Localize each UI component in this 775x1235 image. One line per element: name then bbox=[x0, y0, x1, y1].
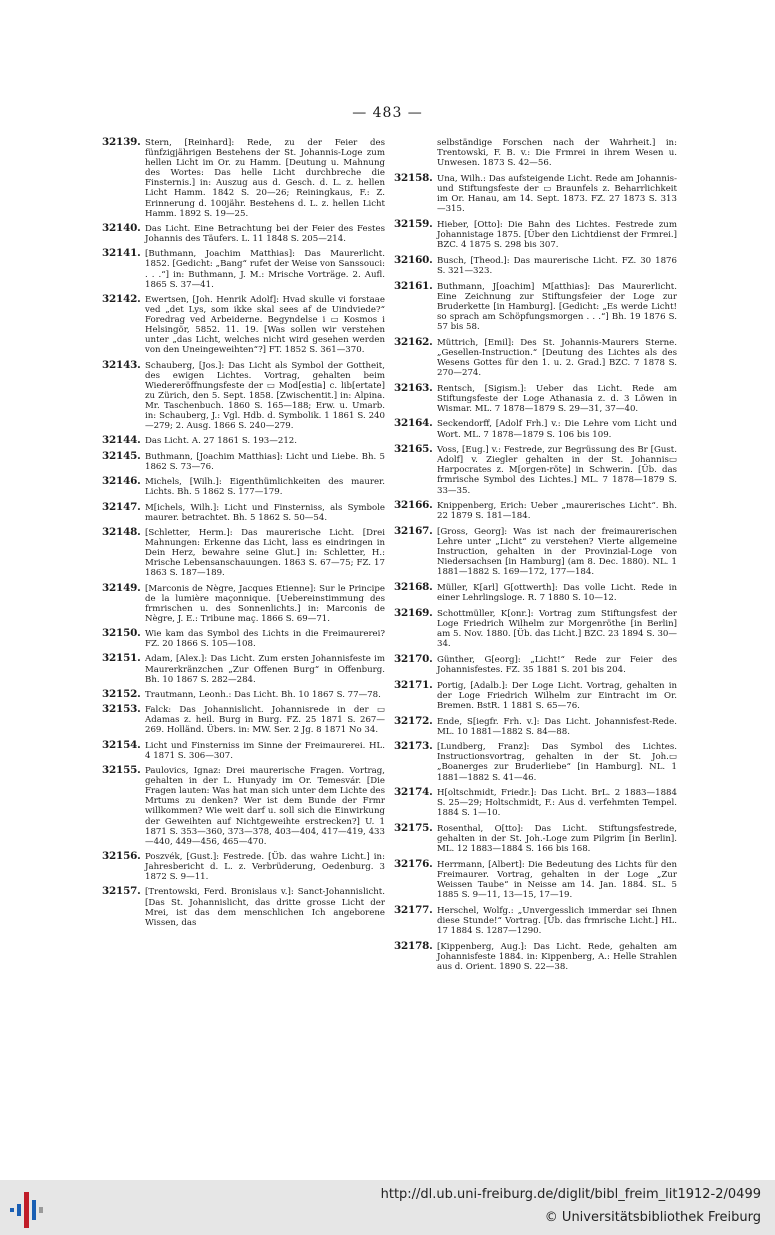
entry-text: Poszvék, [Gust.]: Festrede. [Üb. das wahre Licht.] in: Jahresbericht d. L. z. Verbrüderung, Oedenburg. 3 1872 S. 9—11. bbox=[145, 852, 385, 883]
entry-number: 32151. bbox=[102, 652, 141, 665]
right-column bbox=[394, 138, 677, 978]
bibliography-entry bbox=[394, 527, 677, 577]
entry-text: Michels, [Wilh.]: Eigenthümlichkeiten des maurer. Lichts. Bh. 5 1862 S. 177—179. bbox=[145, 477, 385, 498]
bibliography-entry bbox=[102, 581, 385, 624]
bibliography-entry bbox=[394, 742, 677, 782]
entry-number: 32143. bbox=[102, 358, 141, 371]
bibliography-entry bbox=[394, 678, 677, 711]
entry-text: Trautmann, Leonh.: Das Licht. Bh. 10 1867 S. 77—78. bbox=[145, 689, 381, 700]
entry-number: 32169. bbox=[394, 606, 433, 619]
entry-number: 32158. bbox=[394, 171, 433, 184]
entry-number: 32172. bbox=[394, 714, 433, 727]
entry-number: 32149. bbox=[102, 581, 141, 594]
entry-text: Wie kam das Symbol des Lichts in die Freimaurerei? FZ. 20 1866 S. 105—108. bbox=[145, 629, 385, 650]
entry-text: H[oltschmidt, Friedr.]: Das Licht. BrL. 2 1883—1884 S. 25—29; Holtschmidt, F.: Aus d. verfehmten Tempel. 1884 S. 1—10. bbox=[437, 788, 677, 819]
entry-number: 32147. bbox=[102, 500, 141, 513]
entry-number: 32157. bbox=[102, 885, 141, 898]
bibliography-entry bbox=[394, 279, 677, 332]
bibliography-entry bbox=[102, 629, 385, 649]
entry-text: Busch, [Theod.]: Das maurerische Licht. FZ. 30 1876 S. 321—323. bbox=[437, 255, 677, 276]
entry-number: 32159. bbox=[394, 217, 433, 230]
bibliography-entry bbox=[102, 249, 385, 289]
bibliography-entry bbox=[394, 903, 677, 937]
entry-number: 32139. bbox=[102, 136, 141, 148]
entry-text: [Buthmann, Joachim Matthias]: Das Maurerlicht. 1852. [Gedicht: „Bang“ rufet der Weise von Sanssouci: . . .“] in: Buthmann, J. M.: Mrische Vorträge. 2. Aufl. 1865 S. 37—41. bbox=[145, 249, 385, 290]
bibliography-entry bbox=[102, 138, 385, 219]
bibliography-entry bbox=[102, 477, 385, 497]
entry-number: 32146. bbox=[102, 475, 141, 488]
entry-number: 32163. bbox=[394, 381, 433, 394]
entry-text: Portig, [Adalb.]: Der Loge Licht. Vortrag, gehalten in der Loge Friedrich Wilhelm zur Eintracht im Or. Bremen. BstR. 1 1881 S. 65—76. bbox=[437, 680, 677, 711]
entry-number: 32171. bbox=[394, 678, 433, 691]
entry-text: Günther, G[eorg]: „Licht!“ Rede zur Feier des Johannisfestes. FZ. 35 1881 S. 201 bis 204. bbox=[437, 654, 677, 675]
bibliography-entry bbox=[102, 436, 385, 446]
entry-text: Herrmann, [Albert]: Die Bedeutung des Lichts für den Freimaurer. Vortrag, gehalten in der Loge „Zur Weissen Taube“ in Neisse am 14. Jan. 1884. SL. 5 1885 S. 9—11, 13—15, 17—19. bbox=[437, 860, 677, 901]
entry-text: Adam, [Alex.]: Das Licht. Zum ersten Johannisfeste im Maurerkränzchen „Zur Offenen Burg“ in Offenburg. Bh. 10 1867 S. 282—284. bbox=[145, 654, 385, 685]
bibliography-entry bbox=[102, 358, 385, 432]
entry-number: 32178. bbox=[394, 939, 433, 952]
bibliography-entry bbox=[394, 501, 677, 521]
entry-text: Falck: Das Johannislicht. Johannisrede in der ▭ Adamas z. heil. Burg in Burg. FZ. 25 1871 S. 267—269. Holländ. Übers. in: MW. Ser. 2 Jg. 8 1871 No 34. bbox=[145, 705, 385, 736]
entry-number: 32177. bbox=[394, 903, 433, 916]
page-number: — 483 — bbox=[352, 105, 423, 121]
entry-text: Hieber, [Otto]: Die Bahn des Lichtes. Festrede zum Johannistage 1875. [Über den Lichtdienst der Frmrei.] BZC. 4 1875 S. 298 bis 307. bbox=[437, 219, 677, 251]
bibliography-entry bbox=[394, 253, 677, 276]
entry-text: Paulovics, Ignaz: Drei maurerische Fragen. Vortrag, gehalten in der L. Hunyady im Or. Temesvár. [Die Fragen lauten: Was hat man sich unter dem Lichte des Mrtums zu denken? Wer ist dem Bunde der Frmr willkommen? Wie weit darf u. soll sich die Einwirkung der Geweihten auf Nichtgeweihte erstrecken?] U. 1 1871 S. 353—360, 373—378, 403—404, 417—419, 433—440, 449—456, 465—470. bbox=[145, 766, 385, 847]
bibliography-entry bbox=[394, 606, 677, 650]
bibliography-entry bbox=[102, 687, 385, 700]
entry-number: 32166. bbox=[394, 499, 433, 512]
entry-number: 32168. bbox=[394, 581, 433, 594]
entry-number: 32164. bbox=[394, 417, 433, 430]
entry-number: 32153. bbox=[102, 703, 141, 716]
copyright-text: © Universitätsbibliothek Freiburg bbox=[544, 1210, 761, 1225]
source-url-link[interactable]: http://dl.ub.uni-freiburg.de/diglit/bibl_freim_lit1912-2/0499 bbox=[380, 1187, 761, 1202]
entry-text: Rentsch, [Sigism.]: Ueber das Licht. Rede am Stiftungsfeste der Loge Athanasia z. d. 3 Löwen in Wismar. ML. 7 1878—1879 S. 29—31, 37—40. bbox=[437, 383, 677, 414]
bibliography-entry bbox=[394, 939, 677, 973]
entry-text: Seckendorff, [Adolf Frh.] v.: Die Lehre vom Licht und Wort. ML. 7 1878—1879 S. 106 bis 109. bbox=[437, 419, 677, 440]
entry-number: 32154. bbox=[102, 738, 141, 751]
entry-text: Müttrich, [Emil]: Des St. Johannis-Maurers Sterne. „Gesellen-Instruction.“ [Deutung des Lichtes als des Wesens Gottes für den 1. u. 2. Grad.] BZC. 7 1878 S. 270—274. bbox=[437, 337, 677, 378]
entry-text: Ewertsen, [Joh. Henrik Adolf]: Hvad skulle vi forstaae ved „det Lys, som ikke skal sees af de Uindviede?“ Foredrag ved Arbeiderne. Begyndelse i ▭ Kosmos i Helsingör, 5852. 11. 19. [Was sollen wir verstehen unter „das Licht, welches nicht wird gesehen werden von den Uneingeweihten“?] FT. 1852 S. 361—370. bbox=[145, 294, 385, 356]
bibliography-entry bbox=[102, 766, 385, 847]
entry-text: Herschel, Wolfg.: „Unvergesslich immerdar sei Ihnen diese Stunde!“ Vortrag. [Üb. das frmrische Licht.] HL. 17 1884 S. 1287—1290. bbox=[437, 905, 677, 937]
entry-text: [Marconis de Nègre, Jacques Etienne]: Sur le Principe de la lumière maçonnique. [Uebereinstimmung des frmrischen u. des Sonnenlichts.] in: Marconis de Nègre, J. E.: Tribune maç. 1866 S. 69—71. bbox=[145, 583, 385, 624]
bibliography-entry bbox=[394, 788, 677, 818]
entry-text: selbständige Forschen nach der Wahrheit.] in: Trentowski, F. B. v.: Die Frmrei in ihrem Wesen u. Unwesen. 1873 S. 42—56. bbox=[437, 138, 677, 169]
bibliography-entry bbox=[102, 525, 385, 579]
bibliography-entry bbox=[102, 449, 385, 472]
entry-number: 32176. bbox=[394, 858, 433, 870]
entry-text: Schottmüller, K[onr.]: Vortrag zum Stiftungsfest der Loge Friedrich Wilhelm zur Morgenröthe [in Berlin] am 5. Nov. 1880. [Üb. das Licht.] BZC. 23 1894 S. 30—34. bbox=[437, 608, 677, 650]
entry-text: Voss, [Eug.] v.: Festrede, zur Begrüssung des Br [Gust. Adolf] v. Ziegler gehalten in der St. Johannis▭ Harpocrates z. M[orgen-röte] in Schwerin. [Üb. das frmrische Symbol des Lichtes.] ML. 7 1878—1879 S. 33—35. bbox=[437, 445, 677, 496]
entry-number: 32141. bbox=[102, 247, 141, 260]
bibliography-entry bbox=[102, 221, 385, 245]
entry-number: 32142. bbox=[102, 292, 141, 305]
entry-text: [Kippenberg, Aug.]: Das Licht. Rede, gehalten am Johannisfeste 1884. in: Kippenberg, A.: Helle Strahlen aus d. Orient. 1890 S. 22—38. bbox=[437, 941, 677, 973]
bibliography-entry bbox=[394, 335, 677, 378]
bibliography-entry bbox=[394, 171, 677, 215]
entry-text: Rosenthal, O[tto]: Das Licht. Stiftungsfestrede, gehalten in der St. Joh.-Loge zum Pilgrim [in Berlin]. ML. 12 1883—1884 S. 166 bis 168. bbox=[437, 824, 677, 855]
entry-text: Stern, [Reinhard]: Rede, zu der Feier des fünfzigjährigen Bestehens der St. Johannis-Loge zum hellen Licht im Or. zu Hamm. [Deutung u. Mahnung des Wortes: Das helle Licht durchbreche die Finsternis.] in: Auszug aus d. Gesch. d. L. z. hellen Licht Hamm. 1842 S. 20—26; Reiningkaus, F.: Z. Erinnerung d. 100jähr. Bestehens d. L. z. hellen Licht Hamm. 1892 S. 19—25. bbox=[145, 138, 385, 219]
entry-text: Buthmann, J[oachim] M[atthias]: Das Maurerlicht. Eine Zeichnung zur Stiftungsfeier der Loge zur Bruderkette [in Hamburg]. [Gedicht: „Es werde Licht! so sprach am Schöpfungsmorgen . . .“] Bh. 19 1876 S. 57 bis 58. bbox=[437, 281, 677, 332]
entry-text: [Lundberg, Franz]: Das Symbol des Lichtes. Instructionsvortrag, gehalten in der St. Joh.▭ „Boanerges zur Bruderliebe“ [in Hamburg]. NL. 1 1881—1882 S. 41—46. bbox=[437, 742, 677, 783]
bibliography-entry bbox=[394, 381, 677, 414]
entry-number: 32155. bbox=[102, 764, 141, 777]
entry-number: 32170. bbox=[394, 652, 433, 665]
bibliography-entry bbox=[102, 738, 385, 761]
entry-text: Licht und Finsterniss im Sinne der Freimaurerei. HL. 4 1871 S. 306—307. bbox=[145, 740, 385, 761]
bibliography-entry bbox=[394, 138, 677, 168]
entry-number: 32167. bbox=[394, 525, 433, 538]
entry-number: 32175. bbox=[394, 822, 433, 835]
entry-number: 32161. bbox=[394, 279, 433, 292]
entry-number: 32174. bbox=[394, 786, 433, 799]
bibliography-entry bbox=[394, 824, 677, 854]
entry-number: 32148. bbox=[102, 525, 141, 538]
bibliography-entry bbox=[394, 445, 677, 495]
entry-number: 32156. bbox=[102, 850, 141, 862]
bibliography-entry bbox=[102, 654, 385, 684]
entry-number: 32140. bbox=[102, 221, 141, 234]
bibliography-entry bbox=[102, 292, 385, 356]
entry-text: [Gross, Georg]: Was ist nach der freimaurerischen Lehre unter „Licht“ zu verstehen? Vierte allgemeine Instruction, gehalten in der Provinzial-Loge von Niedersachsen [in Hamburg] (am 8. Dec. 1880). NL. 1 1881—1882 S. 169—172, 177—184. bbox=[437, 527, 677, 578]
entry-number: 32150. bbox=[102, 627, 141, 640]
left-column bbox=[102, 138, 385, 933]
footer-bar bbox=[0, 1180, 775, 1235]
bibliography-entry bbox=[394, 419, 677, 439]
ub-freiburg-logo-icon[interactable] bbox=[8, 1190, 48, 1230]
bibliography-entry bbox=[102, 500, 385, 523]
entry-text: Knippenberg, Erich: Ueber „maurerisches Licht“. Bh. 22 1879 S. 181—184. bbox=[437, 501, 677, 522]
entry-number: 32173. bbox=[394, 740, 433, 753]
entry-text: M[ichels, Wilh.]: Licht und Finsterniss, als Symbole maurer. betrachtet. Bh. 5 1862 S. 50—54. bbox=[145, 502, 385, 523]
bibliography-entry bbox=[394, 714, 677, 737]
bibliography-entry bbox=[394, 217, 677, 251]
bibliography-entry bbox=[102, 705, 385, 735]
entry-number: 32145. bbox=[102, 449, 141, 462]
entry-text: Schauberg, [Jos.]: Das Licht als Symbol der Gottheit, des ewigen Lichtes. Vortrag, gehalten beim Wiedereröffnungsfeste der ▭ Mod[estia] c. lib[ertate] zu Zürich, den 5. Sept. 1858. [Zwischentit.] in: Alpina. Mr. Taschenbuch. 1860 S. 165—188; Erw. u. Umarb. in: Schauberg, J.: Vgl. Hdb. d. Symbolik. 1 1861 S. 240—279; 2. Ausg. 1866 S. 240—279. bbox=[145, 360, 385, 432]
entry-text: Müller, K[arl] G[ottwerth]: Das volle Licht. Rede in einer Lehrlingsloge. R. 7 1880 S. 10—12. bbox=[437, 583, 677, 604]
entry-text: Das Licht. Eine Betrachtung bei der Feier des Festes Johannis des Täufers. L. 11 1848 S. 205—214. bbox=[145, 223, 385, 245]
entry-number: 32160. bbox=[394, 253, 433, 266]
entry-number: 32152. bbox=[102, 687, 141, 700]
entry-number: 32144. bbox=[102, 434, 141, 447]
entry-text: Una, Wilh.: Das aufsteigende Licht. Rede am Johannis- und Stiftungsfeste der ▭ Braunfels z. Beharrlichkeit im Or. Hanau, am 14. Sept. 1873. FZ. 27 1873 S. 313—315. bbox=[437, 173, 677, 215]
entry-text: [Schletter, Herm.]: Das maurerische Licht. [Drei Mahnungen: Erkenne das Licht, lass es eindringen in Dein Herz, bewahre seine Glut.] in: Schletter, H.: Mrische Lebensanschauungen. 1863 S. 67—75; FZ. 17 1863 S. 187—189. bbox=[145, 527, 385, 579]
bibliography-entry bbox=[102, 852, 385, 882]
bibliography-entry bbox=[394, 583, 677, 603]
entry-text: Ende, S[iegfr. Frh. v.]: Das Licht. Johannisfest-Rede. ML. 10 1881—1882 S. 84—88. bbox=[437, 716, 677, 737]
entry-number: 32162. bbox=[394, 335, 433, 348]
entry-text: Das Licht. A. 27 1861 S. 193—212. bbox=[145, 436, 297, 447]
entry-text: Buthmann, [Joachim Matthias]: Licht und Liebe. Bh. 5 1862 S. 73—76. bbox=[145, 451, 385, 472]
entry-number: 32165. bbox=[394, 443, 433, 456]
bibliography-entry bbox=[394, 860, 677, 900]
entry-text: [Trentowski, Ferd. Bronislaus v.]: Sanct-Johannislicht. [Das St. Johannislicht, das dritte grosse Licht der Mrei, ist das dem menschlichen Ich angeborene Wissen, das bbox=[145, 887, 385, 928]
bibliography-entry bbox=[394, 652, 677, 675]
bibliography-entry bbox=[102, 887, 385, 927]
